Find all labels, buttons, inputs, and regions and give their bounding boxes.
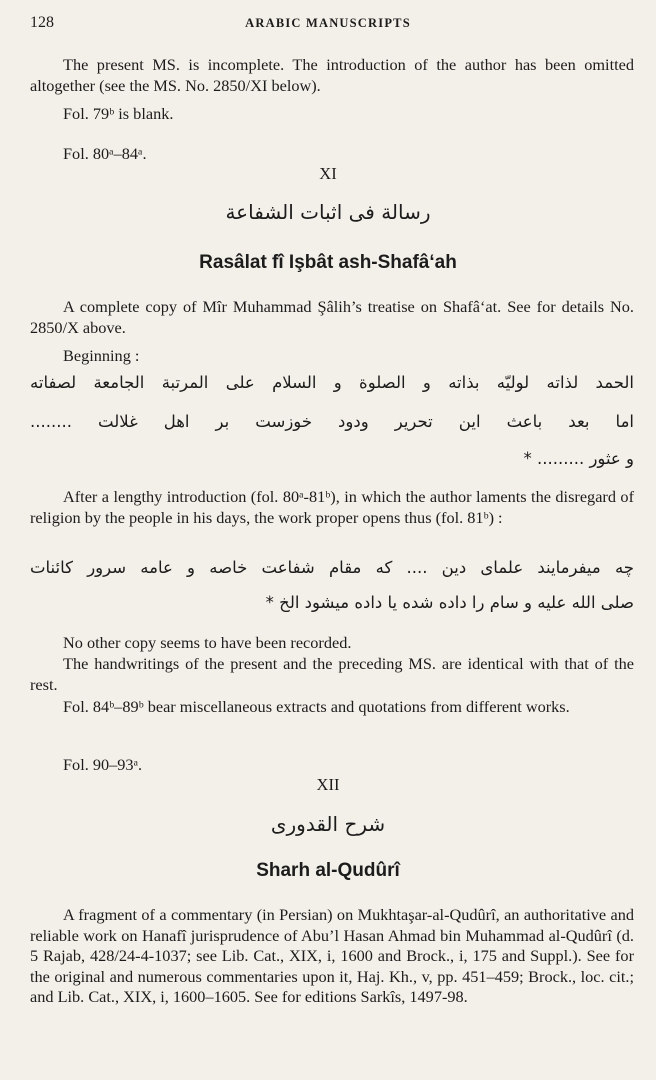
section-xii-number: XII xyxy=(316,775,340,794)
section-xii-english-title: Sharh al-Qudûrî xyxy=(256,860,400,881)
arabic-opening-line-1: چه میفرمایند علمای دین .... که مقام شفاعت خاصه و عامه سرور کائنات xyxy=(30,558,634,577)
section-xii-arabic-title: شرح القدوری xyxy=(270,812,386,836)
beginning-label: Beginning : xyxy=(63,346,140,365)
arabic-beginning-line-1: الحمد لذاته لولیّه بذاته و الصلوة و السلام علی المرتبة الجامعة لصفاته xyxy=(30,373,634,392)
misc-extracts-note: Fol. 84ᵇ–89ᵇ bear miscellaneous extracts and quotations from different works. xyxy=(63,697,570,716)
arabic-opening-line-2: صلی الله علیه و سام را داده شده یا داده میشود الخ * xyxy=(265,593,634,612)
page-number: 128 xyxy=(30,14,54,31)
arabic-beginning-line-2: اما بعد باعث این تحریر ودود خوزست بر اهل غلالت ........ xyxy=(30,412,634,431)
section-xi-english-title: Rasâlat fî Işbât ash-Shafâ‘ah xyxy=(199,252,457,273)
section-xii-description: A fragment of a commentary (in Persian) on Mukhtaşar-al-Qudûrî, an authoritative and reliable work on Hanafî jurisprudence of Abu’l Hasan Ahmad bin Muhammad al-Qudûrî (d. 5 Rajab, 428/24-4-1037; see Lib. Cat., XIX, i, 1600 and Brock., i, 175 and Suppl.). See for the original and numerous commentaries upon it, Haj. Kh., v, pp. 451–459; Brock., loc. cit.; and Lib. Cat., XIX, i, 1600–1605. See for editions Sarkîs, 1497-98. xyxy=(30,905,634,1006)
incomplete-note: The present MS. is incomplete. The introduction of the author has been omitted altogether (see the MS. No. 2850/XI below). xyxy=(30,55,634,95)
arabic-beginning-line-3: و عثور ......... * xyxy=(523,449,634,468)
fol-range-top: Fol. 80ᵃ–84ᵃ. xyxy=(63,144,147,163)
fol-range-xi: Fol. 90–93ᵃ. xyxy=(63,755,143,774)
fol-79-blank: Fol. 79ᵇ is blank. xyxy=(63,104,174,123)
section-xi-number: XI xyxy=(319,164,337,183)
no-other-copy: No other copy seems to have been recorded. xyxy=(63,633,352,652)
section-xi-arabic-title: رسالة فی اثبات الشفاعة xyxy=(225,200,431,224)
section-xi-description: A complete copy of Mîr Muhammad Şâlih’s treatise on Shafâ‘at. See for details No. 2850/X above. xyxy=(30,297,634,337)
running-title: ARABIC MANUSCRIPTS xyxy=(245,16,411,30)
handwriting-note: The handwritings of the present and the preceding MS. are identical with that of the rest. xyxy=(30,654,634,694)
intro-paragraph: After a lengthy introduction (fol. 80ᵃ-81ᵇ), in which the author laments the disregard of religion by the people in his days, the work proper opens thus (fol. 81ᵇ) : xyxy=(30,487,634,527)
